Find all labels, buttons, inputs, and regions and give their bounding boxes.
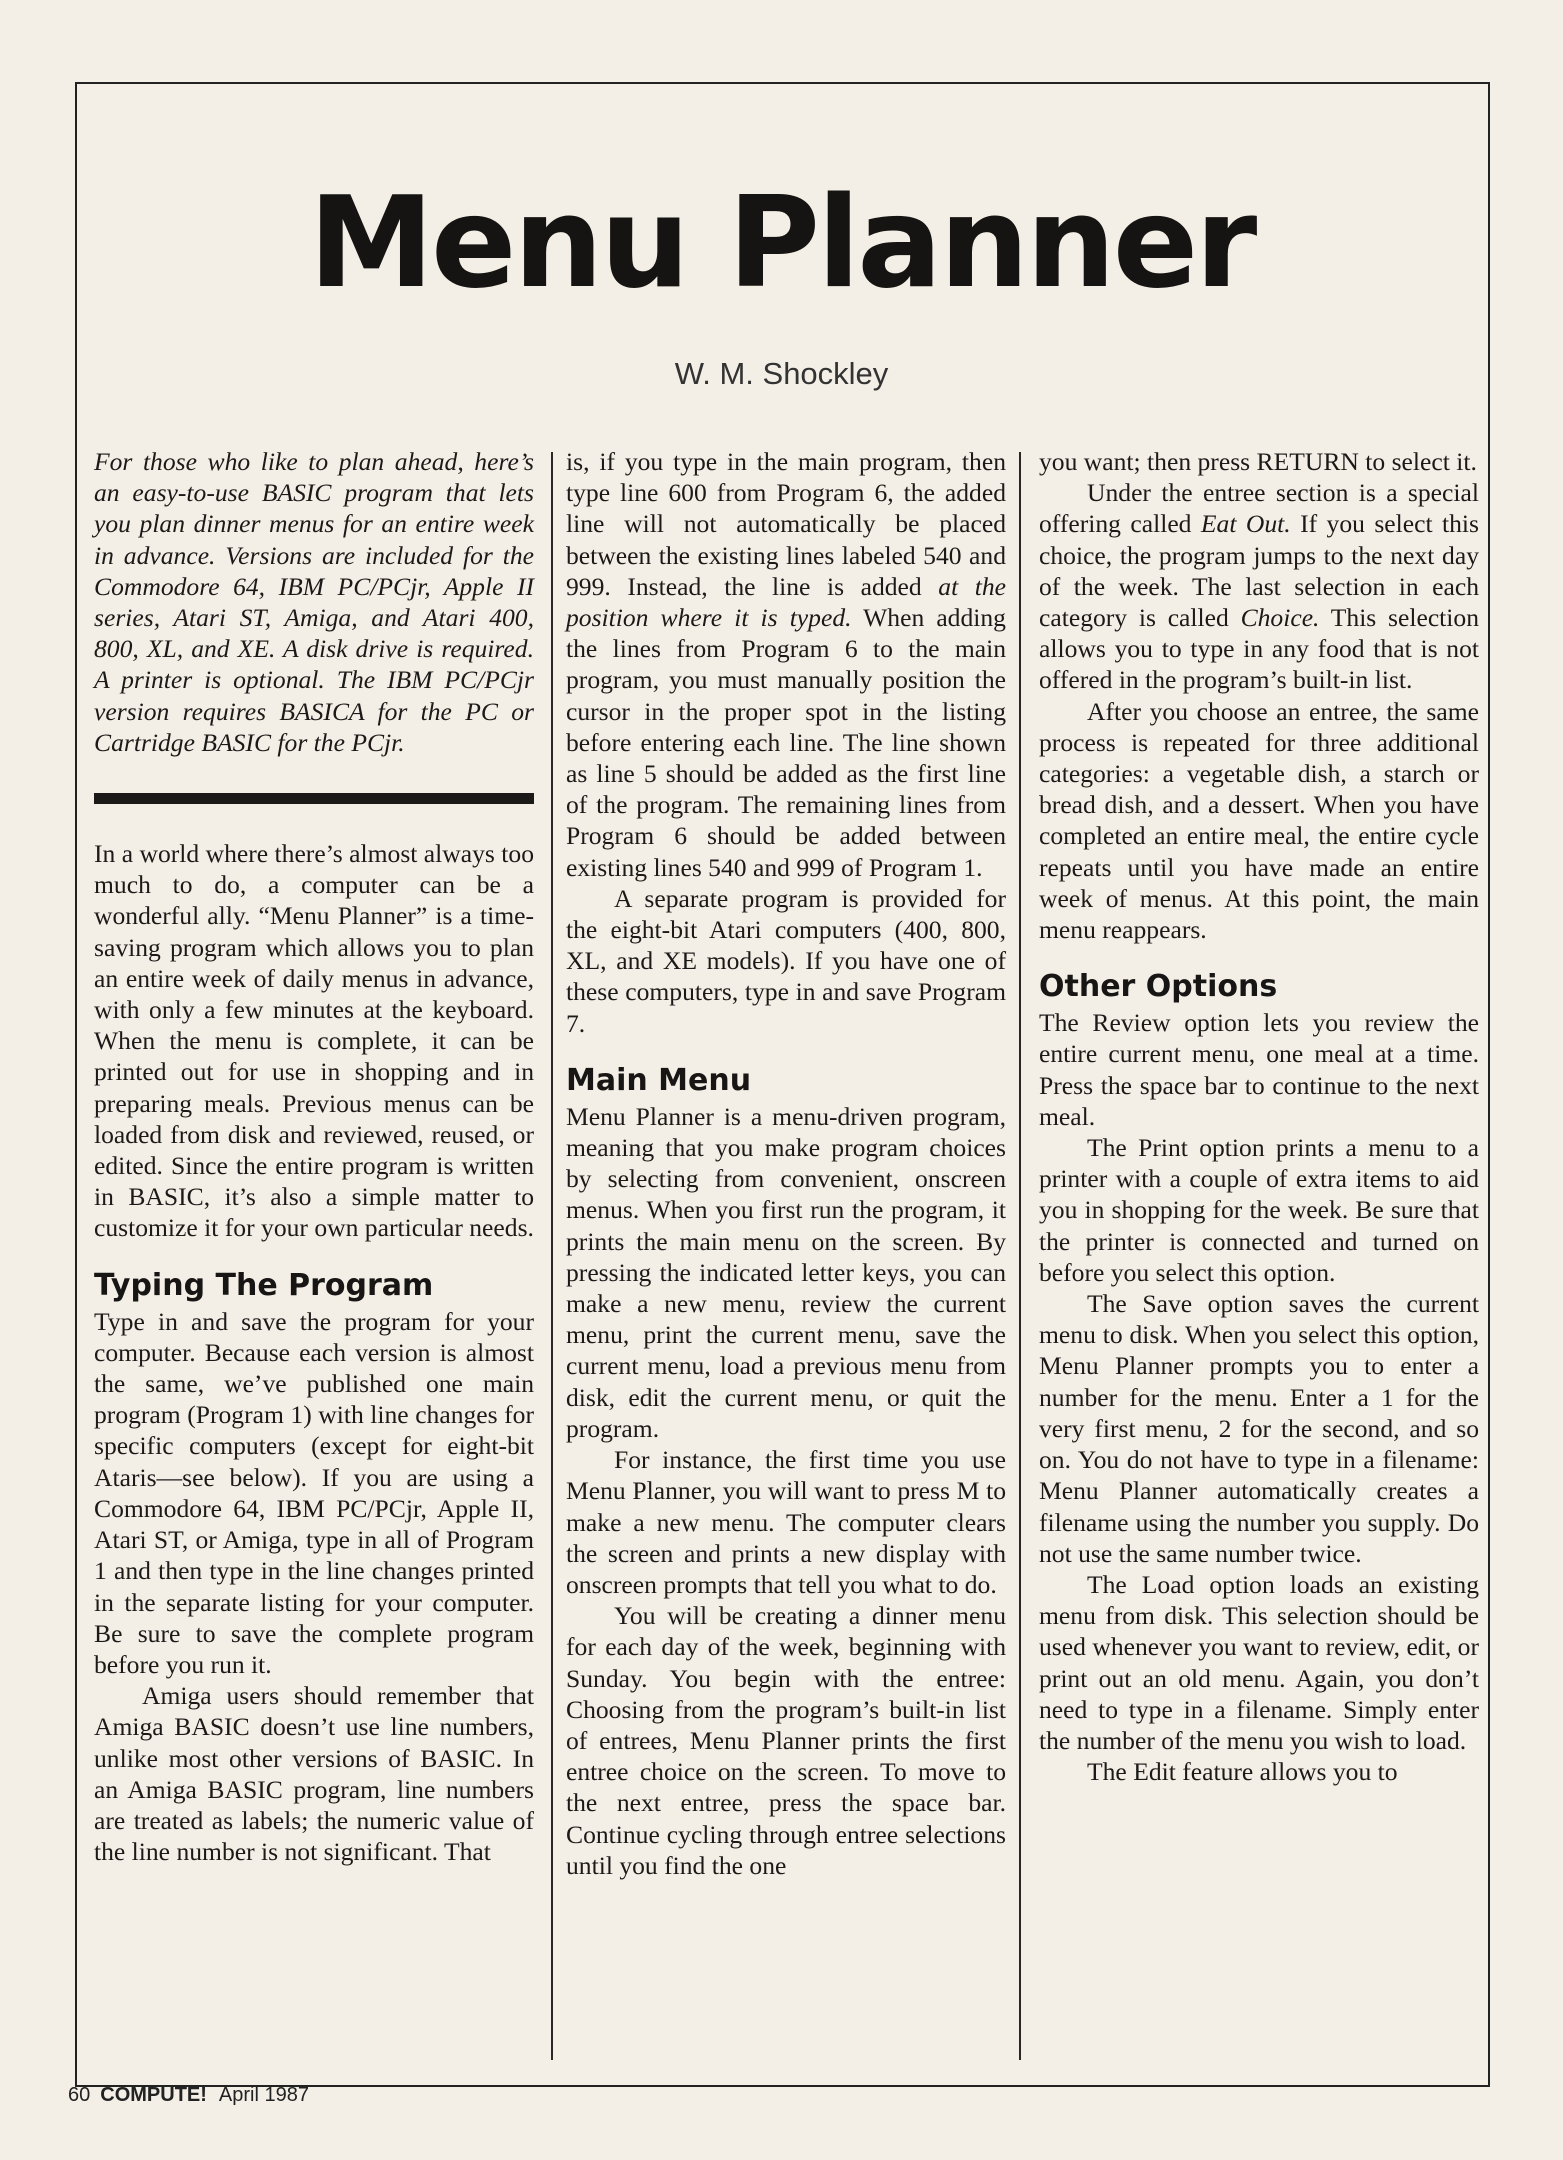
paragraph bbox=[1039, 477, 1479, 695]
page-number: 60 bbox=[68, 2084, 91, 2106]
column-3 bbox=[1039, 446, 1479, 1787]
page-footer bbox=[68, 2084, 309, 2107]
paragraph: A separate program is provided for the eight-bit Atari computers (400, 800, XL, and XE models). If you have one of these computers, type in and save Program 7. bbox=[566, 883, 1006, 1038]
paragraph: The Edit feature allows you to bbox=[1087, 1757, 1398, 1787]
emphasis: at the position where it is typed. bbox=[566, 571, 1006, 633]
paragraph: Amiga users should remember that Amiga BASIC doesn’t use line numbers, unlike most other versions of BASIC. In an Amiga BASIC program, line numbers are treated as labels; the numeric value of the line number is not significant. That bbox=[94, 1681, 534, 1867]
text-run: Under the entree section is a special offering called bbox=[1039, 478, 1479, 539]
column-2 bbox=[566, 446, 1006, 1881]
paragraph: Type in and save the program for your computer. Because each version is almost the same, we’ve published one main program (Program 1) with line changes for specific computers (except for eight-bit Ataris—see below). If you are using a Commodore 64, IBM PC/PCjr, Apple II, Atari ST, or Amiga, type in all of Program 1 and then type in the line changes printed in the separate listing for your computer. Be sure to save the complete program before you run it. bbox=[94, 1306, 534, 1679]
author-byline: W. M. Shockley bbox=[674, 356, 889, 391]
article-title: Menu Planner bbox=[308, 169, 1255, 316]
paragraph: The Save option saves the current menu to disk. When you select this option, Menu Planner prompts you to enter a number for the menu. Enter a 1 for the very first menu, 2 for the second, and so on. You do not have to type in a filename: Menu Planner automatically creates a filename using the number you supply. Do not use the same number twice. bbox=[1039, 1289, 1479, 1568]
paragraph: For instance, the first time you use Menu Planner, you will want to press M to make a new menu. The computer clears the screen and prints a new display with onscreen prompts that tell you what to do. bbox=[566, 1445, 1006, 1599]
column-1 bbox=[94, 446, 534, 1867]
emphasis: Eat Out. bbox=[1200, 509, 1291, 539]
text-run: If you select this choice, the program jumps to the next day of the week. The last selection in each category is called bbox=[1039, 509, 1479, 633]
section-heading-other-options: Other Options bbox=[1039, 969, 1278, 1005]
paragraph: The Review option lets you review the entire current menu, one meal at a time. Press the space bar to continue to the next meal. bbox=[1039, 1008, 1479, 1131]
text-run: This selection allows you to type in any food that is not offered in the program’s built-in list. bbox=[1039, 603, 1479, 695]
text-run: When adding the lines from Program 6 to the main program, you must manually position the cursor in the proper spot in the listing before entering each line. The line shown as line 5 should be added as the first line of the program. The remaining lines from Program 6 should be added between existing lines 540 and 999 of Program 1. bbox=[566, 603, 1006, 882]
magazine-name: COMPUTE! bbox=[100, 2084, 207, 2106]
text-run: is, if you type in the main program, then type line 600 from Program 6, the added line will not automatically be placed between the existing lines labeled 540 and 999. Instead, the line is added bbox=[566, 447, 1006, 601]
column-divider bbox=[551, 452, 553, 2060]
paragraph: The Load option loads an existing menu from disk. This selection should be used whenever you want to review, edit, or print out an old menu. Again, you don’t need to type in a filename. Simply enter the number of the menu you wish to load. bbox=[1039, 1569, 1479, 1755]
issue-date: April 1987 bbox=[218, 2084, 309, 2106]
section-heading-main-menu: Main Menu bbox=[566, 1062, 752, 1098]
paragraph: Menu Planner is a menu-driven program, meaning that you make program choices by selecting from convenient, onscreen menus. When you first run the program, it prints the main menu on the screen. By pressing the indicated letter keys, you can make a new menu, review the current menu, print the current menu, save the current menu, load a previous menu from disk, edit the current menu, or quit the program. bbox=[566, 1101, 1006, 1443]
paragraph: You will be creating a dinner menu for each day of the week, beginning with Sunday. You begin with the entree: Choosing from the program’s built-in list of entrees, Menu Planner prints the first entree choice on the screen. To move to the next entree, press the space bar. Continue cycling through entree selections until you find the one bbox=[566, 1601, 1006, 1880]
paragraph bbox=[566, 446, 1006, 883]
paragraph: The Print option prints a menu to a printer with a couple of extra items to aid you in shopping for the week. Be sure that the printer is connected and turned on before you select this option. bbox=[1039, 1133, 1479, 1287]
paragraph: you want; then press RETURN to select it. bbox=[1039, 447, 1477, 476]
column-divider bbox=[1019, 452, 1021, 2060]
paragraph: After you choose an entree, the same process is repeated for three additional categories: a vegetable dish, a starch or bread dish, and a dessert. When you have completed an entire meal, the entire cycle repeats until you have made an entire week of menus. At this point, the main menu reappears. bbox=[1039, 696, 1479, 945]
paragraph: In a world where there’s almost always too much to do, a computer can be a wonderful ally. “Menu Planner” is a time-saving program which allows you to plan an entire week of daily menus in advance, with only a few minutes at the keyboard. When the menu is complete, it can be printed out for use in shopping and in preparing meals. Previous menus can be loaded from disk and reviewed, reused, or edited. Since the entire program is written in BASIC, it’s also a simple matter to customize it for your own particular needs. bbox=[94, 839, 534, 1243]
emphasis: Choice. bbox=[1240, 603, 1320, 633]
section-rule bbox=[94, 793, 534, 804]
section-heading-typing: Typing The Program bbox=[94, 1267, 434, 1303]
intro-text: For those who like to plan ahead, here’s an easy-to-use BASIC program that lets you plan dinner menus for an entire week in advance. Versions are included for the Commodore 64, IBM PC/PCjr, Apple II series, Atari ST, Amiga, and Atari 400, 800, XL, and XE. A disk drive is required. A printer is optional. The IBM PC/PCjr version requires BASICA for the PC or Cartridge BASIC for the PCjr. bbox=[94, 447, 534, 757]
intro-blurb bbox=[94, 446, 534, 758]
